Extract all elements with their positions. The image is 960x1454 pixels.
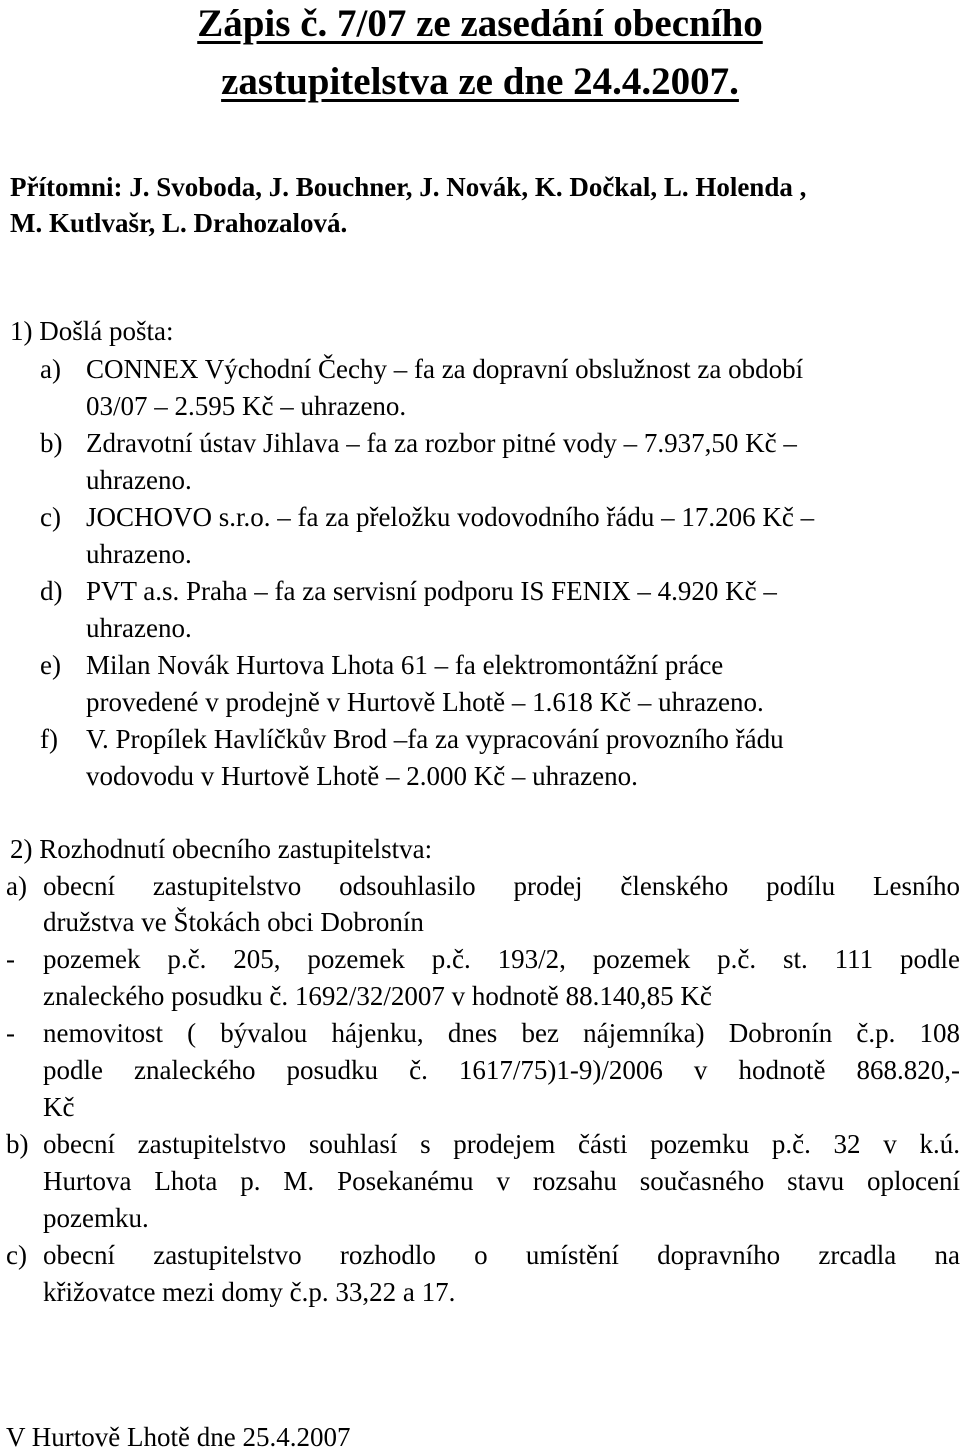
attendees-line-2: M. Kutlvašr, L. Drahozalová. [10, 208, 348, 238]
item-c-line-2: uhrazeno. [86, 539, 192, 569]
item-b-label: b) [40, 428, 63, 458]
section-2-heading: 2) Rozhodnutí obecního zastupitelstva: [10, 834, 433, 864]
place-and-date: V Hurtově Lhotě dne 25.4.2007 [6, 1422, 351, 1452]
decision-a-label: a) [6, 871, 27, 901]
item-d-line-2: uhrazeno. [86, 613, 192, 643]
decision-b-line-2: Hurtova Lhota p. M. Posekanému v rozsahu současného stavu oplocení [43, 1166, 960, 1196]
item-a-line-1: CONNEX Východní Čechy – fa za dopravní obslužnost za období [86, 354, 804, 384]
decision-dash-1-line-1: pozemek p.č. 205, pozemek p.č. 193/2, pozemek p.č. st. 111 podle [43, 944, 960, 974]
item-d-line-1: PVT a.s. Praha – fa za servisní podporu IS FENIX – 4.920 Kč – [86, 576, 777, 606]
attendees-line-1: Přítomni: J. Svoboda, J. Bouchner, J. Novák, K. Dočkal, L. Holenda , [10, 172, 807, 202]
item-f-label: f) [40, 724, 58, 754]
decision-b-label: b) [6, 1129, 29, 1159]
item-e-line-2: provedené v prodejně v Hurtově Lhotě – 1.618 Kč – uhrazeno. [86, 687, 764, 717]
decision-dash-2-line-2: podle znaleckého posudku č. 1617/75)1-9)/2006 v hodnotě 868.820,- [43, 1055, 960, 1085]
decision-c-line-1: obecní zastupitelstvo rozhodlo o umístění dopravního zrcadla na [43, 1240, 960, 1270]
decision-dash-1-line-2: znaleckého posudku č. 1692/32/2007 v hodnotě 88.140,85 Kč [43, 981, 712, 1011]
item-a-line-2: 03/07 – 2.595 Kč – uhrazeno. [86, 391, 407, 421]
document-title-line-2: zastupitelstva ze dne 24.4.2007. [221, 60, 739, 103]
document-title-line-1: Zápis č. 7/07 ze zasedání obecního [197, 2, 763, 45]
item-f-line-2: vodovodu v Hurtově Lhotě – 2.000 Kč – uhrazeno. [86, 761, 638, 791]
decision-c-label: c) [6, 1240, 27, 1270]
item-e-line-1: Milan Novák Hurtova Lhota 61 – fa elektromontážní práce [86, 650, 724, 680]
decision-dash-2-line-1: nemovitost ( bývalou hájenku, dnes bez nájemníka) Dobronín č.p. 108 [43, 1018, 960, 1048]
item-c-label: c) [40, 502, 61, 532]
decision-b-line-1: obecní zastupitelstvo souhlasí s prodejem části pozemku p.č. 32 v k.ú. [43, 1129, 960, 1159]
decision-dash-2-line-3: Kč [43, 1092, 75, 1122]
item-a-label: a) [40, 354, 61, 384]
decision-dash-1-label: - [6, 944, 15, 974]
decision-dash-2-label: - [6, 1018, 15, 1048]
item-d-label: d) [40, 576, 63, 606]
item-c-line-1: JOCHOVO s.r.o. – fa za přeložku vodovodního řádu – 17.206 Kč – [86, 502, 815, 532]
decision-c-line-2: křižovatce mezi domy č.p. 33,22 a 17. [43, 1277, 456, 1307]
item-b-line-2: uhrazeno. [86, 465, 192, 495]
item-f-line-1: V. Propílek Havlíčkův Brod –fa za vypracování provozního řádu [86, 724, 784, 754]
decision-a-line-1: obecní zastupitelstvo odsouhlasilo prodej členského podílu Lesního [43, 871, 960, 901]
decision-b-line-3: pozemku. [43, 1203, 149, 1233]
decision-a-line-2: družstva ve Štokách obci Dobronín [43, 907, 424, 937]
item-e-label: e) [40, 650, 61, 680]
section-1-heading: 1) Došlá pošta: [10, 316, 174, 346]
item-b-line-1: Zdravotní ústav Jihlava – fa za rozbor pitné vody – 7.937,50 Kč – [86, 428, 797, 458]
